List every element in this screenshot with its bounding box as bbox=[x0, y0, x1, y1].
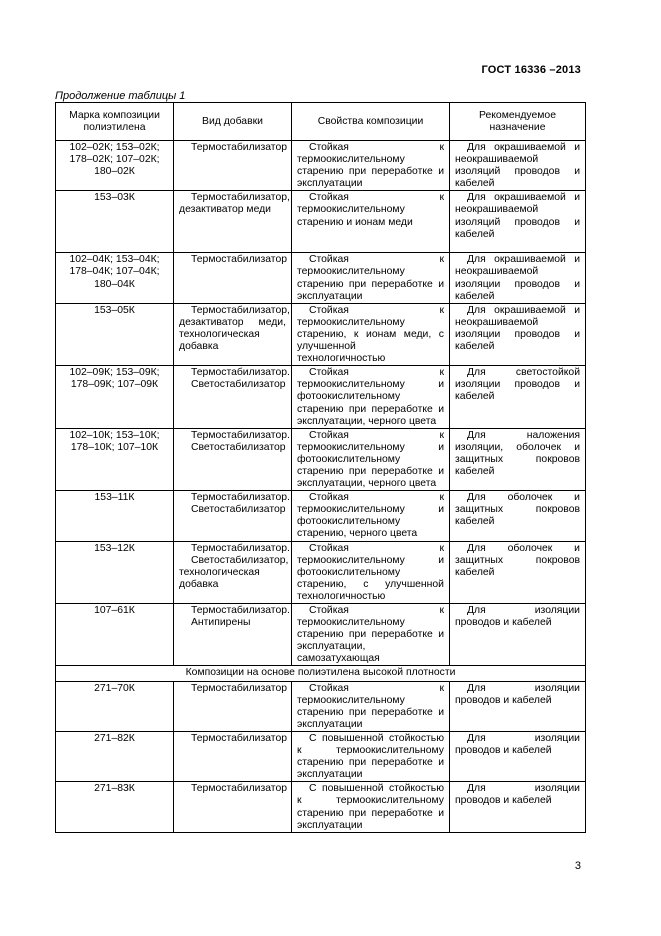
properties-cell: Стойкая к термоокислительному старению и ионам меди bbox=[292, 191, 450, 253]
table-row bbox=[56, 681, 586, 731]
header-additive: Вид добавки bbox=[174, 103, 292, 141]
table-row bbox=[56, 731, 586, 781]
purpose-cell: Для окрашиваемой и неокрашиваемой изоляций проводов и кабелей bbox=[450, 141, 586, 191]
properties-cell: Стойкая к термоокислительному и фотоокислительному старению, черного цвета bbox=[292, 491, 450, 541]
header-properties: Свойства композиции bbox=[292, 103, 450, 141]
additive-cell: Термостабилизатор bbox=[174, 681, 292, 731]
brand-cell: 102–09К; 153–09К; 178–09К; 107–09К bbox=[56, 366, 174, 428]
standard-designation: ГОСТ 16336 –2013 bbox=[481, 64, 581, 76]
purpose-cell: Для оболочек и защитных покровов кабелей bbox=[450, 541, 586, 603]
brand-cell: 271–70К bbox=[56, 681, 174, 731]
table-row bbox=[56, 541, 586, 603]
composition-table bbox=[55, 102, 586, 833]
purpose-cell: Для изоляции проводов и кабелей bbox=[450, 681, 586, 731]
additive-cell: Термостабилизатор. Светостабилизатор bbox=[174, 428, 292, 490]
table-row bbox=[56, 253, 586, 303]
properties-cell: С повышенной стойкостью к термоокислительному старению при переработке и эксплуатации bbox=[292, 731, 450, 781]
purpose-cell: Для светостойкой изоляции проводов и кабелей bbox=[450, 366, 586, 428]
additive-cell: Термостабилизатор. Светостабилизатор, технологическая добавка bbox=[174, 541, 292, 603]
table-row bbox=[56, 428, 586, 490]
additive-cell: Термостабилизатор bbox=[174, 782, 292, 832]
brand-cell: 153–11К bbox=[56, 491, 174, 541]
purpose-cell: Для изоляции проводов и кабелей bbox=[450, 604, 586, 666]
additive-cell: Термостабилизатор, дезактиватор меди, технологическая добавка bbox=[174, 303, 292, 365]
properties-cell: С повышенной стойкостью к термоокислительному старению при переработке и эксплуатации bbox=[292, 782, 450, 832]
additive-cell: Термостабилизатор. Антипирены bbox=[174, 604, 292, 666]
purpose-cell: Для окрашиваемой и неокрашиваемой изоляции проводов и кабелей bbox=[450, 253, 586, 303]
additive-cell: Термостабилизатор bbox=[174, 253, 292, 303]
purpose-cell: Для изоляции проводов и кабелей bbox=[450, 782, 586, 832]
properties-cell: Стойкая к термоокислительному и фотоокислительному старению при переработке и эксплуатации, черного цвета bbox=[292, 428, 450, 490]
purpose-cell: Для окрашиваемой и неокрашиваемой изоляции проводов и кабелей bbox=[450, 303, 586, 365]
header-purpose: Рекомендуемое назначение bbox=[450, 103, 586, 141]
table-row bbox=[56, 303, 586, 365]
properties-cell: Стойкая к термоокислительному и фотоокислительному старению, с улучшенной технологичностью bbox=[292, 541, 450, 603]
brand-cell: 102–04К; 153–04К; 178–04К; 107–04К; 180–04К bbox=[56, 253, 174, 303]
brand-cell: 271–82К bbox=[56, 731, 174, 781]
properties-cell: Стойкая к термоокислительному старению при переработке и эксплуатации bbox=[292, 141, 450, 191]
additive-cell: Термостабилизатор. Светостабилизатор bbox=[174, 491, 292, 541]
additive-cell: Термостабилизатор. Светостабилизатор bbox=[174, 366, 292, 428]
section-row bbox=[56, 666, 586, 681]
purpose-cell: Для наложения изоляции, оболочек и защитных покровов кабелей bbox=[450, 428, 586, 490]
brand-cell: 153–05К bbox=[56, 303, 174, 365]
purpose-cell: Для изоляции проводов и кабелей bbox=[450, 731, 586, 781]
brand-cell: 102–10К; 153–10К; 178–10К; 107–10К bbox=[56, 428, 174, 490]
brand-cell: 102–02К; 153–02К; 178–02К; 107–02К; 180–02К bbox=[56, 141, 174, 191]
properties-cell: Стойкая к термоокислительному старению при переработке и эксплуатации bbox=[292, 253, 450, 303]
table-row bbox=[56, 191, 586, 253]
table-row bbox=[56, 366, 586, 428]
additive-cell: Термостабилизатор bbox=[174, 141, 292, 191]
page-number: 3 bbox=[574, 860, 581, 872]
additive-cell: Термостабилизатор, дезактиватор меди bbox=[174, 191, 292, 253]
brand-cell: 153–03К bbox=[56, 191, 174, 253]
table-caption: Продолжение таблицы 1 bbox=[55, 90, 186, 102]
header-brand: Марка композиции полиэтилена bbox=[56, 103, 174, 141]
additive-cell: Термостабилизатор bbox=[174, 731, 292, 781]
properties-cell: Стойкая к термоокислительному и фотоокислительному старению при переработке и эксплуатации, черного цвета bbox=[292, 366, 450, 428]
table-row bbox=[56, 782, 586, 832]
brand-cell: 271–83К bbox=[56, 782, 174, 832]
table-row bbox=[56, 141, 586, 191]
brand-cell: 107–61К bbox=[56, 604, 174, 666]
purpose-cell: Для оболочек и защитных покровов кабелей bbox=[450, 491, 586, 541]
table-header-row bbox=[56, 103, 586, 141]
properties-cell: Стойкая к термоокислительному старению при переработке и эксплуатации, самозатухающая bbox=[292, 604, 450, 666]
table-row bbox=[56, 604, 586, 666]
section-title: Композиции на основе полиэтилена высокой плотности bbox=[56, 666, 586, 681]
table-row bbox=[56, 491, 586, 541]
properties-cell: Стойкая к термоокислительному старению, к ионам меди, с улучшенной технологичностью bbox=[292, 303, 450, 365]
properties-cell: Стойкая к термоокислительному старению при переработке и эксплуатации bbox=[292, 681, 450, 731]
purpose-cell: Для окрашиваемой и неокрашиваемой изоляций проводов и кабелей bbox=[450, 191, 586, 253]
brand-cell: 153–12К bbox=[56, 541, 174, 603]
